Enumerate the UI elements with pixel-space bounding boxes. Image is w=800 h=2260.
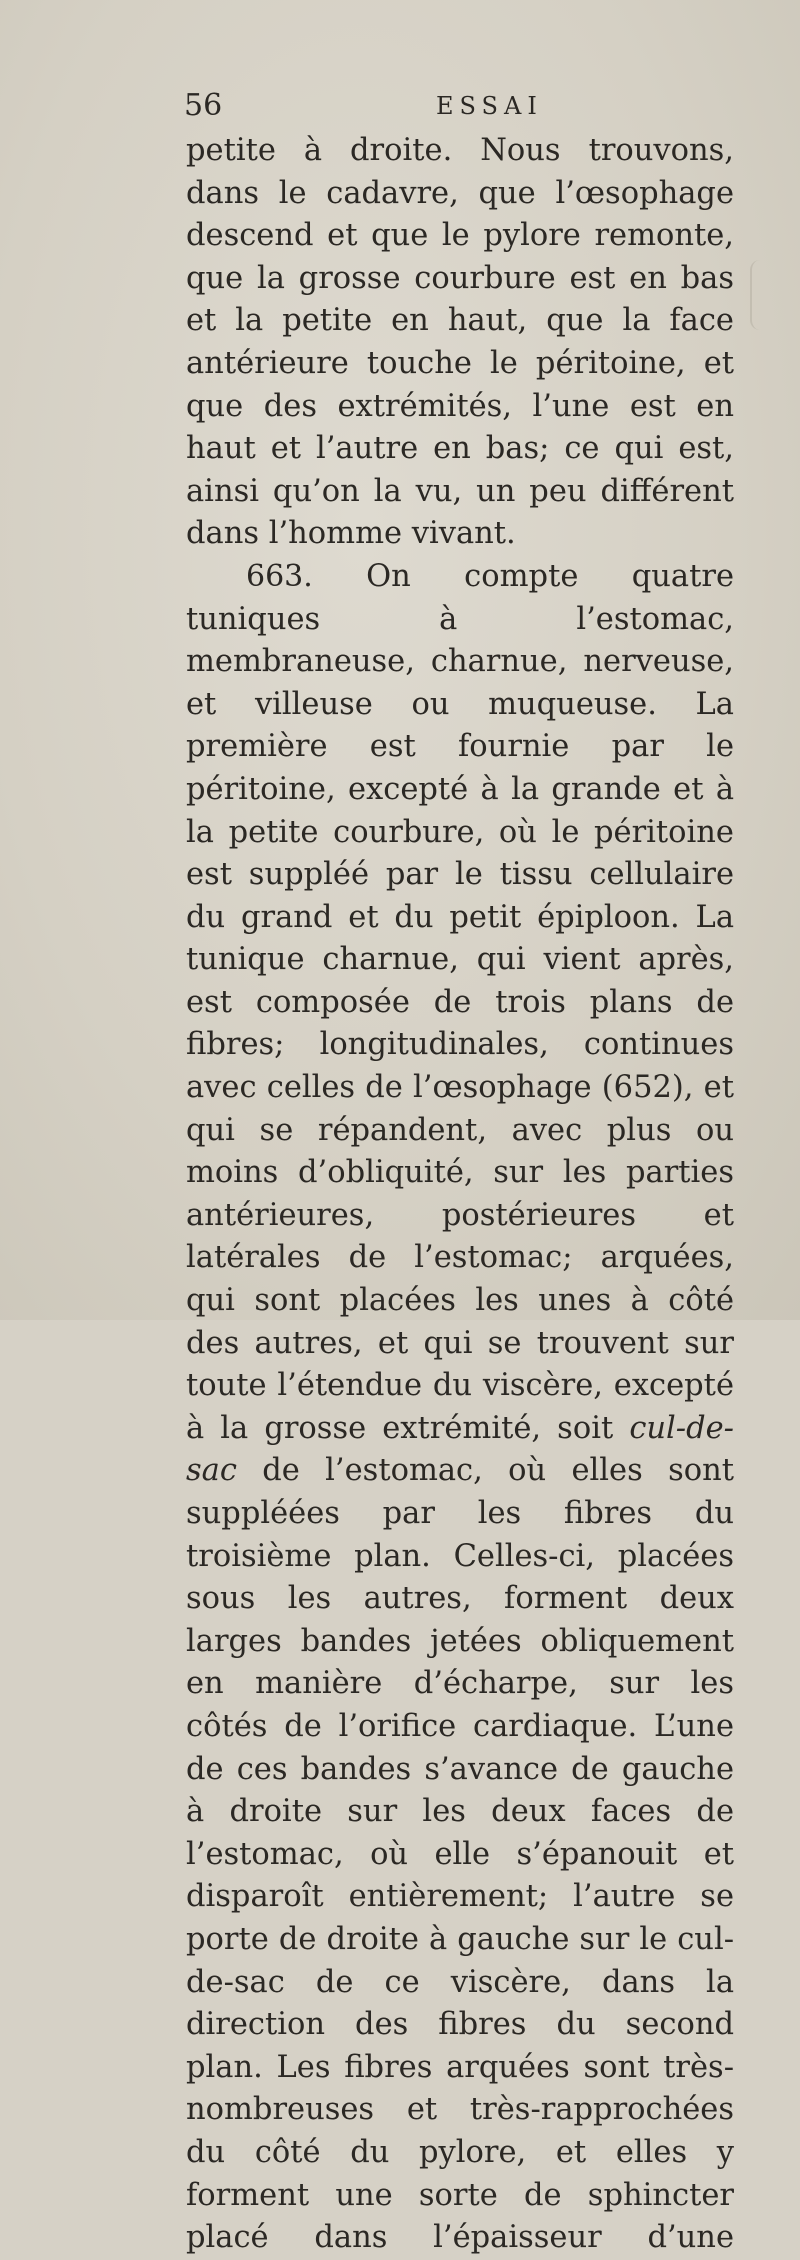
paragraph-number: 663.	[246, 558, 313, 594]
page-number: 56	[184, 88, 223, 123]
running-head: ESSAI	[436, 92, 543, 120]
paragraph-text-part2: de l’estomac, où elles sont suppléées par les fibres du troisième plan. Celles-ci, placées sous les autres, forment deux larges bandes jetées obliquement en manière d’écharpe, sur les côtés de l’orifice cardiaque. L’une de ces bandes s’avance de gauche à droite sur les deux faces de l’estomac, où elle s’épanouit et disparoît entièrement; l’autre se porte de droite à gauche sur le cul-de-sac de ce viscère, dans la direction des fibres du second plan. Les fibres arquées sont très-nombreuses et très-rapprochées du côté du pylore, et elles y forment une sorte de sphincter placé dans l’épaisseur d’une	[186, 1453, 734, 2256]
italic-term: cul-de-sac	[186, 1410, 734, 1489]
paragraph-continued: petite à droite. Nous trouvons, dans le cadavre, que l’œsophage descend et que le pylore remonte, que la grosse courbure est en bas et la petite en haut, que la face antérieure touche le péritoine, et que des extrémités, l’une est en haut et l’autre en bas; ce qui est, ainsi qu’on la vu, un peu différent dans l’homme vivant.	[186, 133, 734, 552]
body-text	[186, 130, 734, 2260]
scan-edge-mark	[750, 260, 770, 330]
paragraph-text-part1: On compte quatre tuniques à l’estomac, membraneuse, charnue, nerveuse, et villeuse ou muqueuse. La première est fournie par le péritoine, excepté à la grande et à la petite courbure, où le péritoine est suppléé par le tissu cellulaire du grand et du petit épiploon. La tunique charnue, qui vient après, est composée de trois plans de fibres; longitudinales, continues avec celles de l’œsophage (652), et qui se répandent, avec plus ou moins d’obliquité, sur les parties antérieures, postérieures et latérales de l’estomac; arquées, qui sont placées les unes à côté des autres, et qui se trouvent sur toute l’étendue du viscère, excepté à la grosse extrémité, soit	[186, 558, 734, 1446]
paragraph-663	[186, 556, 734, 2260]
page-header	[184, 86, 744, 126]
